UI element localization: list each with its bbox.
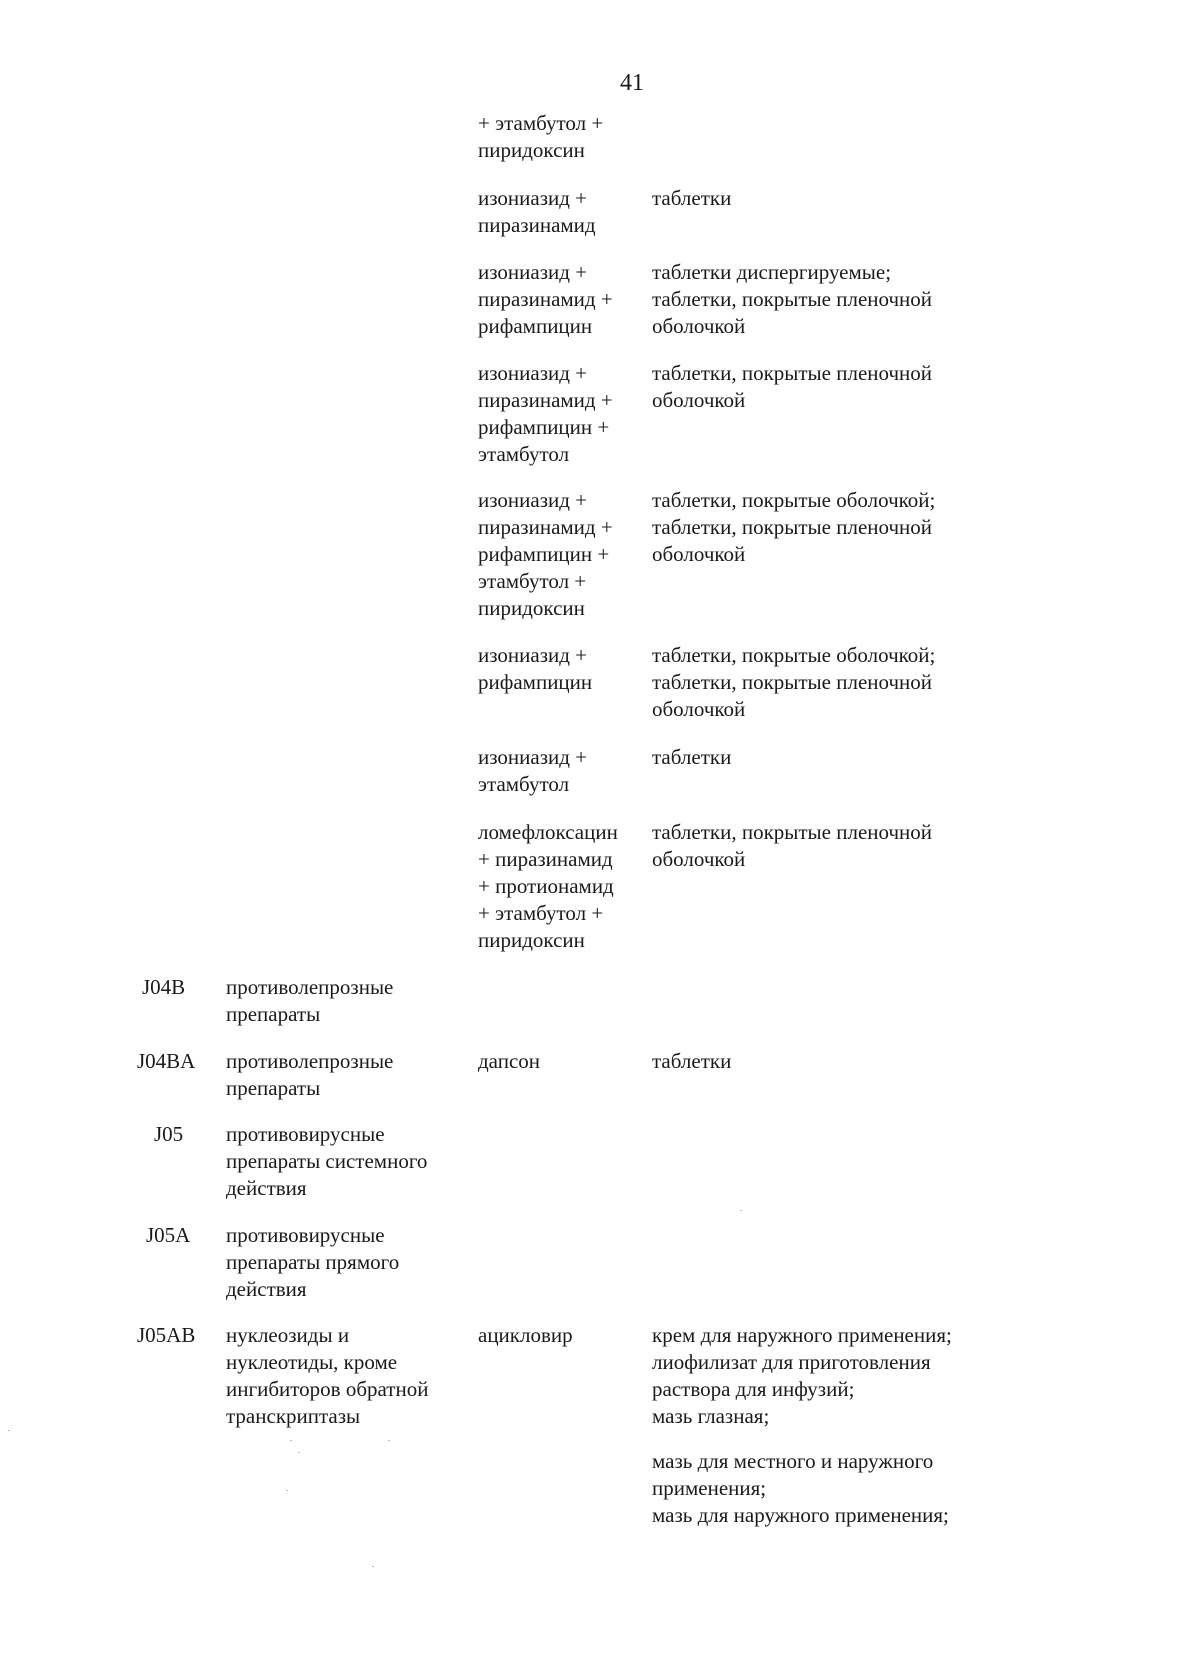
group-line: действия xyxy=(226,1176,307,1200)
form-cell xyxy=(652,360,932,414)
scan-speck xyxy=(8,1430,10,1431)
group-cell xyxy=(226,974,393,1028)
drug-cell xyxy=(478,487,613,622)
form-line: оболочкой xyxy=(652,697,746,721)
group-line: препараты системного xyxy=(226,1149,428,1173)
form-cell xyxy=(652,1322,952,1430)
drug-cell xyxy=(478,110,603,164)
group-cell xyxy=(226,1121,427,1202)
drug-line: пиридоксин xyxy=(478,138,585,162)
form-cell xyxy=(652,185,731,212)
form-line: крем для наружного применения; xyxy=(652,1323,952,1347)
drug-line: пиразинамид + xyxy=(478,388,613,412)
form-line: мазь глазная; xyxy=(652,1404,770,1428)
scan-speck xyxy=(290,1440,292,1441)
drug-line: рифампицин + xyxy=(478,542,610,566)
drug-line: + этамбутол + xyxy=(478,111,604,135)
drug-line: рифампицин + xyxy=(478,415,610,439)
drug-line: ацикловир xyxy=(478,1323,573,1347)
drug-line: изониазид + xyxy=(478,260,588,284)
group-cell xyxy=(226,1048,393,1102)
group-line: препараты прямого xyxy=(226,1250,400,1274)
drug-cell xyxy=(478,744,587,798)
scan-speck xyxy=(388,1440,390,1441)
form-line: оболочкой xyxy=(652,847,746,871)
group-cell xyxy=(226,1322,428,1430)
atc-code: J04BA xyxy=(137,1049,196,1073)
drug-line: пиразинамид + xyxy=(478,287,613,311)
atc-code: J04B xyxy=(142,975,186,999)
scan-speck xyxy=(286,1490,288,1491)
form-line: раствора для инфузий; xyxy=(652,1377,855,1401)
form-line: таблетки, покрытые пленочной xyxy=(652,361,933,385)
drug-line: изониазид + xyxy=(478,488,588,512)
form-line: таблетки xyxy=(652,186,732,210)
drug-line: рифампицин xyxy=(478,670,593,694)
form-line: таблетки диспергируемые; xyxy=(652,260,892,284)
group-line: противолепрозные xyxy=(226,1049,394,1073)
group-line: нуклеозиды и xyxy=(226,1323,350,1347)
drug-cell xyxy=(478,1048,540,1075)
scan-speck xyxy=(372,1566,374,1567)
form-line: таблетки xyxy=(652,745,732,769)
form-cell xyxy=(652,744,731,771)
form-line: оболочкой xyxy=(652,388,746,412)
drug-cell xyxy=(478,819,618,954)
drug-line: изониазид + xyxy=(478,361,588,385)
form-line: таблетки, покрытые пленочной xyxy=(652,287,933,311)
drug-line: пиразинамид xyxy=(478,213,596,237)
form-line: оболочкой xyxy=(652,314,746,338)
form-cell xyxy=(652,259,932,340)
group-line: противовирусные xyxy=(226,1122,385,1146)
form-line: лиофилизат для приготовления xyxy=(652,1350,931,1374)
group-line: действия xyxy=(226,1277,307,1301)
drug-line: пиразинамид + xyxy=(478,515,613,539)
drug-line: этамбутол xyxy=(478,442,570,466)
form-cell xyxy=(652,1448,949,1529)
form-line: оболочкой xyxy=(652,542,746,566)
drug-cell xyxy=(478,1322,573,1349)
drug-line: + пиразинамид xyxy=(478,847,613,871)
group-line: нуклеотиды, кроме xyxy=(226,1350,398,1374)
group-line: ингибиторов обратной xyxy=(226,1377,429,1401)
drug-line: пиридоксин xyxy=(478,596,585,620)
group-cell xyxy=(226,1222,399,1303)
form-line: таблетки, покрытые оболочкой; xyxy=(652,488,936,512)
form-cell xyxy=(652,1048,731,1075)
form-line: таблетки, покрытые пленочной xyxy=(652,820,933,844)
atc-code: J05 xyxy=(154,1122,184,1146)
form-line: таблетки, покрытые пленочной xyxy=(652,515,933,539)
drug-cell xyxy=(478,642,592,696)
group-line: препараты xyxy=(226,1002,321,1026)
drug-line: ломефлоксацин xyxy=(478,820,618,844)
drug-line: рифампицин xyxy=(478,314,593,338)
form-cell xyxy=(652,642,935,723)
drug-cell xyxy=(478,185,596,239)
atc-code: J05A xyxy=(146,1223,191,1247)
drug-line: этамбутол + xyxy=(478,569,587,593)
page-number: 41 xyxy=(620,70,644,96)
drug-line: изониазид + xyxy=(478,745,588,769)
form-line: применения; xyxy=(652,1476,767,1500)
form-line: таблетки, покрытые оболочкой; xyxy=(652,643,936,667)
scan-speck xyxy=(298,1452,300,1453)
group-line: транскриптазы xyxy=(226,1404,361,1428)
group-line: препараты xyxy=(226,1076,321,1100)
scan-speck xyxy=(740,1210,742,1211)
drug-line: пиридоксин xyxy=(478,928,585,952)
drug-line: этамбутол xyxy=(478,772,570,796)
form-line: таблетки, покрытые пленочной xyxy=(652,670,933,694)
drug-cell xyxy=(478,360,613,468)
group-line: противовирусные xyxy=(226,1223,385,1247)
drug-line: изониазид + xyxy=(478,643,588,667)
group-line: противолепрозные xyxy=(226,975,394,999)
atc-code: J05AB xyxy=(137,1323,196,1347)
form-line: мазь для местного и наружного xyxy=(652,1449,934,1473)
drug-cell xyxy=(478,259,613,340)
drug-line: изониазид + xyxy=(478,186,588,210)
form-cell xyxy=(652,819,932,873)
drug-line: дапсон xyxy=(478,1049,541,1073)
form-cell xyxy=(652,487,935,568)
form-line: мазь для наружного применения; xyxy=(652,1503,949,1527)
drug-line: + протионамид xyxy=(478,874,614,898)
drug-line: + этамбутол + xyxy=(478,901,604,925)
form-line: таблетки xyxy=(652,1049,732,1073)
